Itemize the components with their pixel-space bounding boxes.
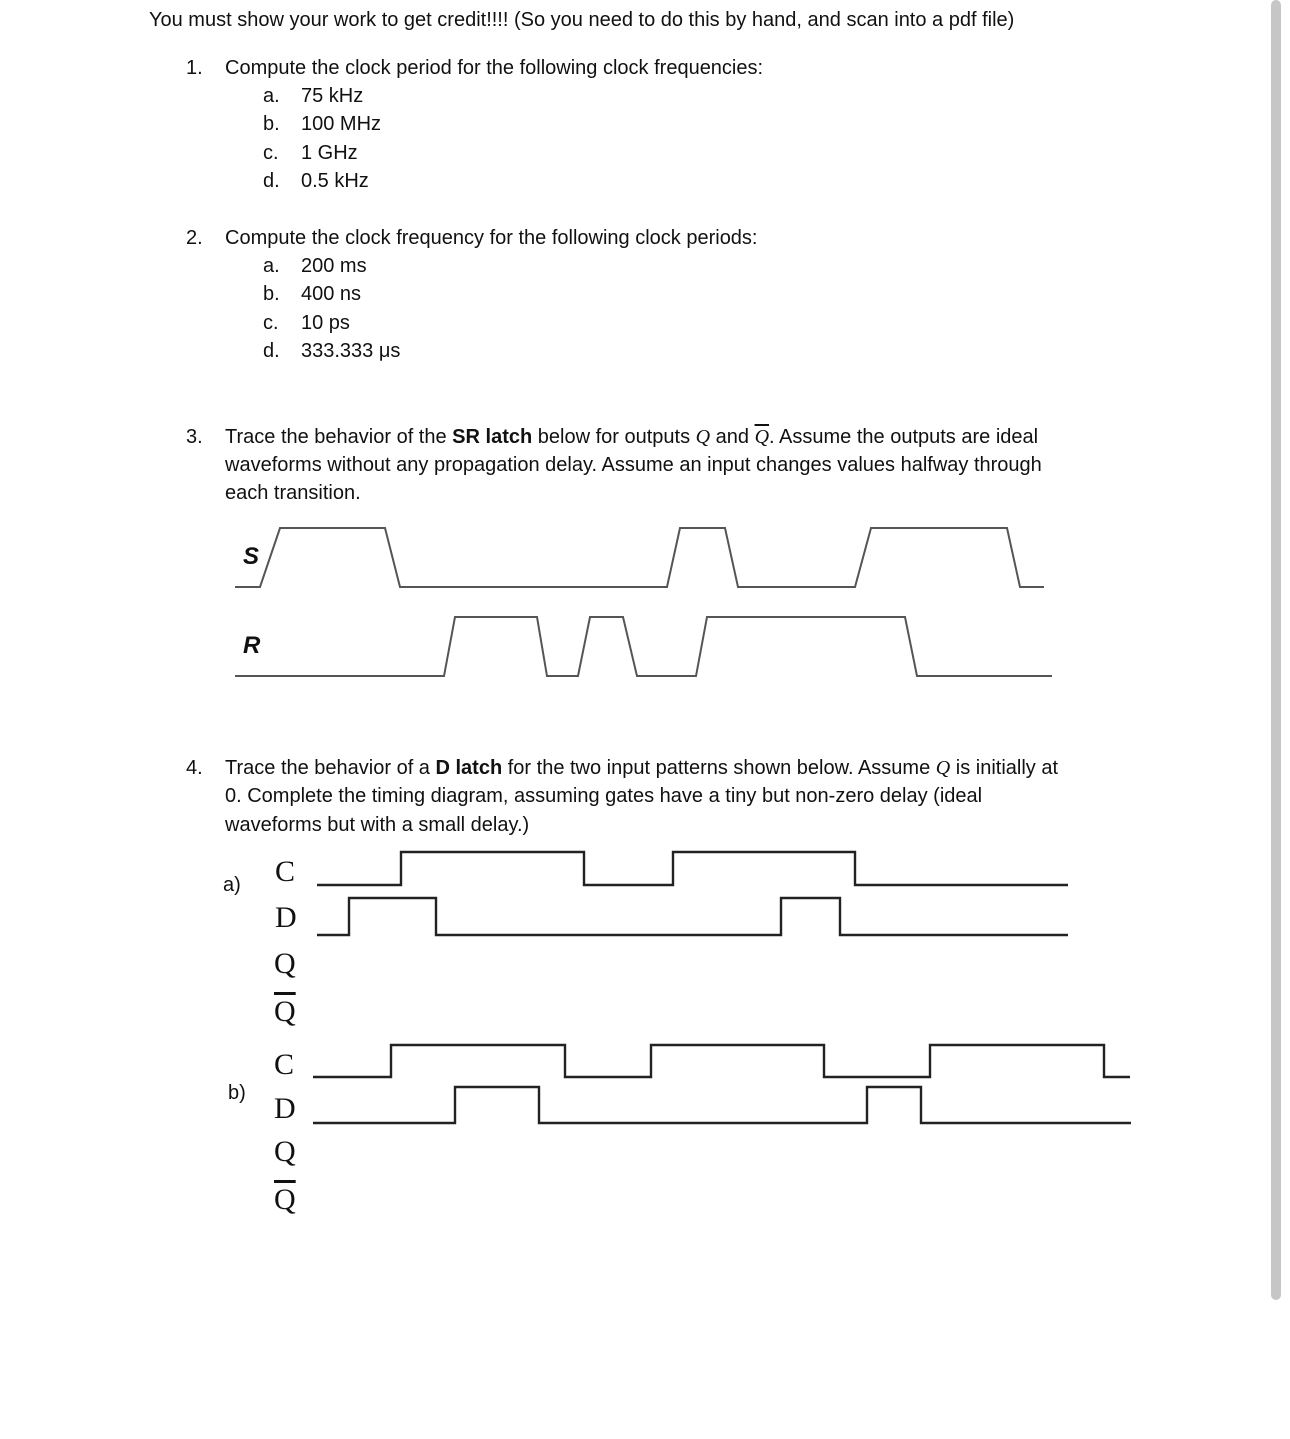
q3-and: and — [710, 426, 755, 448]
q1-item-c-value: 1 GHz — [301, 142, 358, 164]
q2-item-a-label: a. — [263, 255, 280, 277]
q3-number: 3. — [186, 426, 203, 448]
q4-text-line3: waveforms but with a small delay.) — [225, 814, 530, 836]
part-a-c-waveform — [317, 852, 1068, 885]
q1-item-c-label: c. — [263, 142, 279, 164]
part-b-c-label: C — [274, 1048, 295, 1081]
part-b-qbar-label: $\overline{Q}$ — [274, 1183, 296, 1216]
q2-item-c-label: c. — [263, 312, 279, 334]
part-b-q-label: Q — [274, 1135, 296, 1168]
q1-item-d-value: 0.5 kHz — [301, 170, 369, 192]
sr-r-label: R — [243, 632, 261, 659]
q4-text-line2: 0. Complete the timing diagram, assuming gates have a tiny but non-zero delay (ideal — [225, 785, 983, 807]
part-a-label: a) — [223, 874, 241, 896]
q3-q-symbol: Q — [695, 426, 711, 448]
q3-text-line2: waveforms without any propagation delay. Assume an input changes values halfway through — [225, 454, 1042, 476]
q3-sr-latch: SR latch — [452, 426, 533, 448]
q2-item-d-value: 333.333 μs — [301, 340, 401, 362]
q4-pre: Trace the behavior of a — [225, 757, 436, 779]
q2-item-b-label: b. — [263, 283, 280, 305]
part-b-d-waveform — [313, 1087, 1131, 1123]
q3-qbar-symbol: $\overline{Q}$ — [754, 426, 770, 448]
q1-item-a-value: 75 kHz — [301, 85, 364, 107]
part-a-qbar-label: $\overline{Q}$ — [274, 995, 296, 1028]
q2-item-b-value: 400 ns — [301, 283, 362, 305]
instruction-header: You must show your work to get credit!!!! (So you need to do this by hand, and scan into a pdf file) — [149, 9, 1015, 31]
q3-text-line3: each transition. — [225, 482, 361, 504]
sr-s-waveform — [235, 528, 1044, 587]
q1-number: 1. — [186, 57, 203, 79]
q1-item-a-label: a. — [263, 85, 280, 107]
q4-number: 4. — [186, 757, 203, 779]
q2-item-c-value: 10 ps — [301, 312, 350, 334]
q3-pre: Trace the behavior of the — [225, 426, 453, 448]
part-a-c-label: C — [275, 855, 296, 888]
part-b-d-label: D — [274, 1092, 296, 1125]
q1-item-b-value: 100 MHz — [301, 113, 382, 135]
q3-mid: below for outputs — [532, 426, 696, 448]
part-b-c-waveform — [313, 1045, 1130, 1077]
part-a-q-label: Q — [274, 947, 296, 980]
q2-number: 2. — [186, 227, 203, 249]
q4-mid: for the two input patterns shown below. Assume — [502, 757, 936, 779]
q2-item-a-value: 200 ms — [301, 255, 367, 277]
q4-d-latch: D latch — [435, 757, 503, 779]
q2-text: Compute the clock frequency for the following clock periods: — [225, 227, 758, 249]
sr-s-label: S — [243, 543, 260, 570]
part-a-d-label: D — [275, 901, 297, 934]
part-b-label: b) — [228, 1082, 246, 1104]
part-a-d-waveform — [317, 898, 1068, 935]
sr-r-waveform — [235, 617, 1052, 676]
vertical-scrollbar[interactable] — [1271, 0, 1281, 1300]
q3-post: . Assume the outputs are ideal — [769, 426, 1039, 448]
q4-q-symbol: Q — [935, 757, 951, 779]
q2-item-d-label: d. — [263, 340, 280, 362]
q1-item-b-label: b. — [263, 113, 280, 135]
q1-text: Compute the clock period for the following clock frequencies: — [225, 57, 764, 79]
q4-post: is initially at — [950, 757, 1059, 779]
q1-item-d-label: d. — [263, 170, 280, 192]
